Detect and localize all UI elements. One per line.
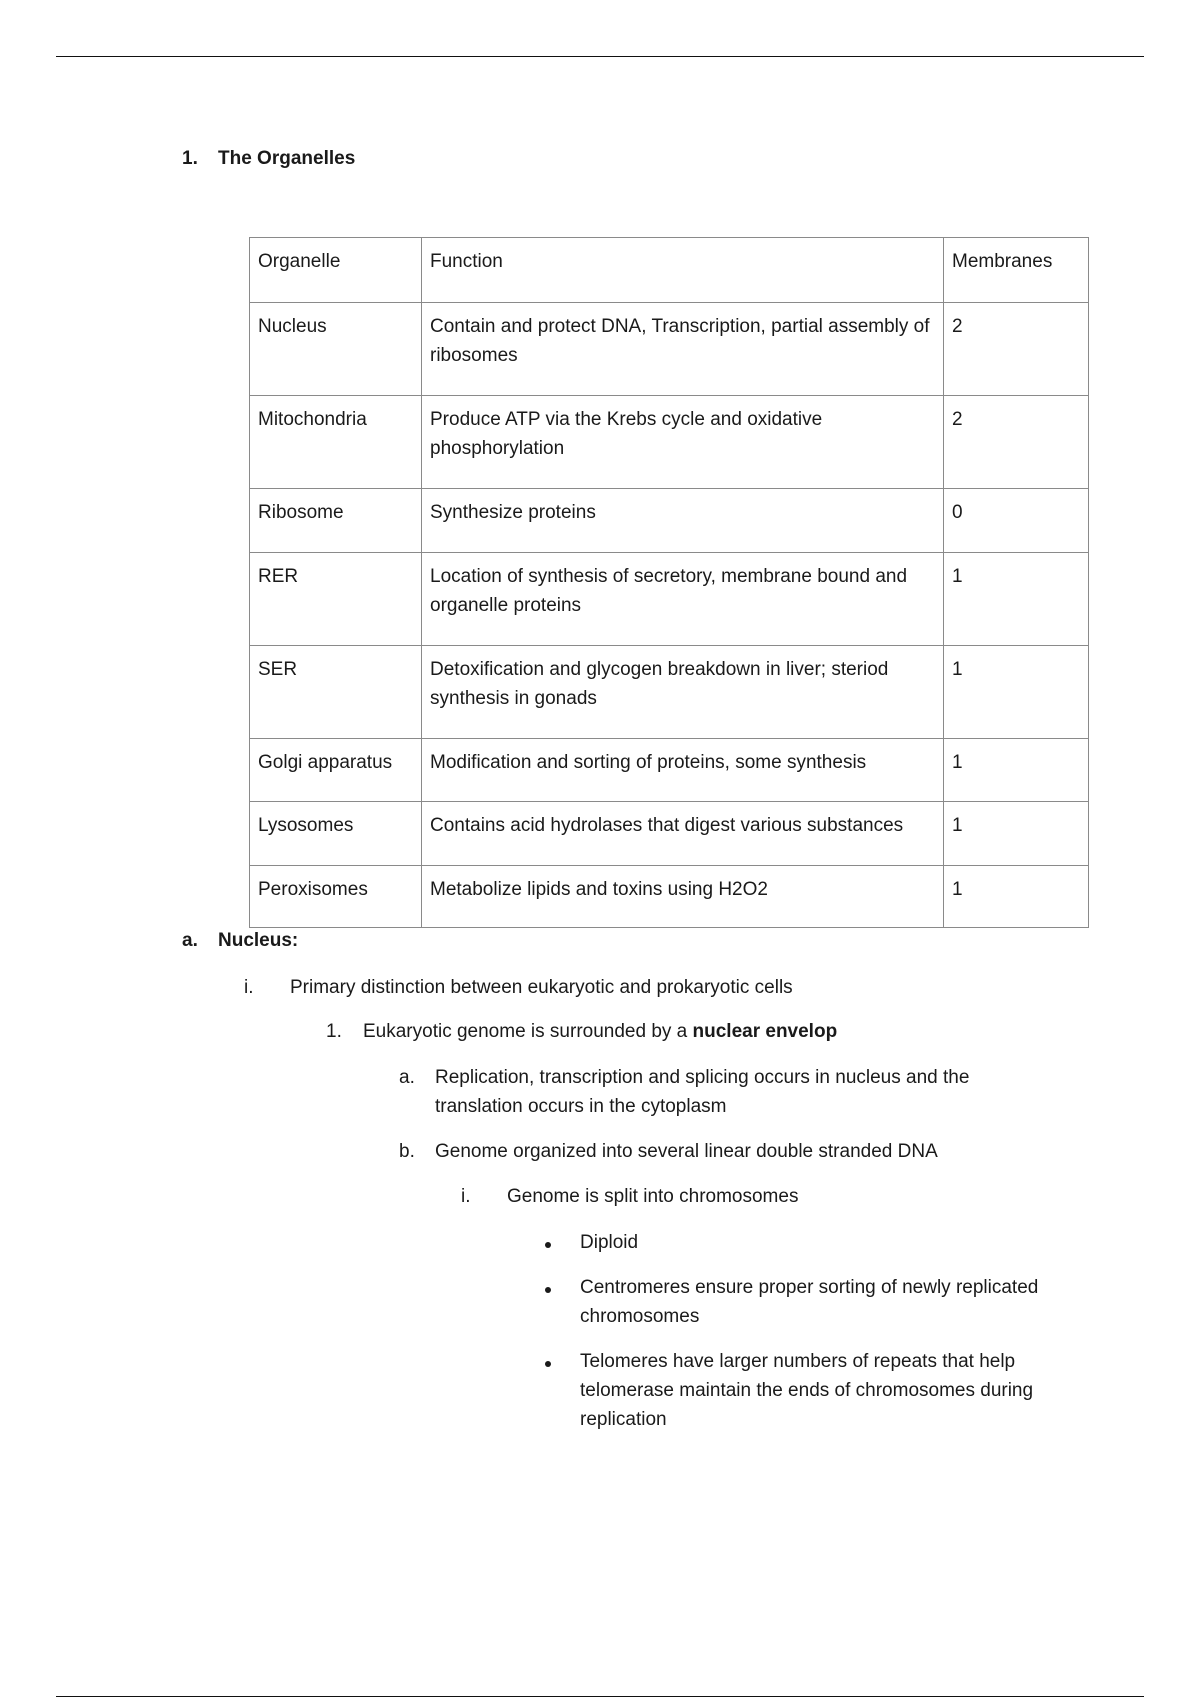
subsection-title: Nucleus: xyxy=(218,930,299,951)
bullet-item xyxy=(545,1273,1085,1331)
table-cell: Detoxification and glycogen breakdown in liver; steriod synthesis in gonads xyxy=(422,646,944,739)
outline-item-roman xyxy=(244,973,1104,1002)
list-marker: a. xyxy=(399,1067,415,1088)
list-text-bold: nuclear envelop xyxy=(692,1021,838,1042)
table-cell: 1 xyxy=(944,646,1089,739)
header-rule xyxy=(56,56,1144,57)
list-text: Primary distinction between eukaryotic and prokaryotic cells xyxy=(290,977,793,998)
list-text: Genome is split into chromosomes xyxy=(507,1186,799,1207)
table-cell: Nucleus xyxy=(250,303,422,396)
section-number: 1. xyxy=(182,148,198,169)
table-cell: 0 xyxy=(944,489,1089,553)
table-cell: Contain and protect DNA, Transcription, partial assembly of ribosomes xyxy=(422,303,944,396)
table-cell: 1 xyxy=(944,553,1089,646)
list-marker: 1. xyxy=(326,1021,342,1042)
table-cell: 2 xyxy=(944,396,1089,489)
list-marker: i. xyxy=(244,977,254,998)
list-marker: i. xyxy=(461,1186,471,1207)
table-row xyxy=(250,866,1089,928)
bullet-item xyxy=(545,1228,1085,1257)
table-cell: Metabolize lipids and toxins using H2O2 xyxy=(422,866,944,928)
header-cell: Organelle xyxy=(250,238,422,303)
header-cell: Membranes xyxy=(944,238,1089,303)
organelles-table xyxy=(249,237,1089,928)
section-heading xyxy=(182,144,355,173)
outline-item-numbered xyxy=(326,1017,1106,1046)
list-text-plain: Eukaryotic genome is surrounded by a xyxy=(363,1021,693,1042)
bullet-marker xyxy=(545,1228,580,1257)
footer-rule xyxy=(56,1696,1144,1697)
header-cell: Function xyxy=(422,238,944,303)
subsection-marker: a. xyxy=(182,930,198,951)
table-row xyxy=(250,489,1089,553)
list-text: Centromeres ensure proper sorting of newly replicated chromosomes xyxy=(580,1277,1039,1327)
table-cell: RER xyxy=(250,553,422,646)
list-text: Telomeres have larger numbers of repeats that help telomerase maintain the ends of chromosomes during replication xyxy=(580,1351,1034,1430)
table-row xyxy=(250,646,1089,739)
table-cell: 1 xyxy=(944,739,1089,802)
table-cell: Location of synthesis of secretory, membrane bound and organelle proteins xyxy=(422,553,944,646)
table-cell: Peroxisomes xyxy=(250,866,422,928)
subsection-heading xyxy=(182,926,298,955)
table-cell: Produce ATP via the Krebs cycle and oxidative phosphorylation xyxy=(422,396,944,489)
table-header-row xyxy=(250,238,1089,303)
list-text: Diploid xyxy=(580,1232,639,1253)
table-row xyxy=(250,303,1089,396)
table-cell: 1 xyxy=(944,866,1089,928)
table-cell: Contains acid hydrolases that digest various substances xyxy=(422,802,944,866)
outline-item-alpha xyxy=(399,1063,1039,1121)
bullet-marker xyxy=(545,1347,580,1434)
table-cell: Mitochondria xyxy=(250,396,422,489)
bullet-dot-icon xyxy=(545,1287,551,1293)
bullet-dot-icon xyxy=(545,1242,551,1248)
section-title: The Organelles xyxy=(218,148,356,169)
bullet-item xyxy=(545,1347,1085,1434)
table-cell: Ribosome xyxy=(250,489,422,553)
list-text: Replication, transcription and splicing occurs in nucleus and the translation occurs in the cytoplasm xyxy=(435,1067,970,1117)
list-text xyxy=(363,1017,837,1046)
table-row xyxy=(250,553,1089,646)
table-cell: 1 xyxy=(944,802,1089,866)
bullet-dot-icon xyxy=(545,1361,551,1367)
list-marker: b. xyxy=(399,1141,415,1162)
list-text: Genome organized into several linear double stranded DNA xyxy=(435,1141,938,1162)
outline-item-roman xyxy=(461,1182,1101,1211)
table-row xyxy=(250,739,1089,802)
table-row xyxy=(250,802,1089,866)
bullet-marker xyxy=(545,1273,580,1331)
table-cell: Synthesize proteins xyxy=(422,489,944,553)
table-row xyxy=(250,396,1089,489)
table-cell: Golgi apparatus xyxy=(250,739,422,802)
table-cell: Modification and sorting of proteins, some synthesis xyxy=(422,739,944,802)
table-cell: 2 xyxy=(944,303,1089,396)
table-cell: Lysosomes xyxy=(250,802,422,866)
outline-item-alpha xyxy=(399,1137,1119,1166)
table-cell: SER xyxy=(250,646,422,739)
